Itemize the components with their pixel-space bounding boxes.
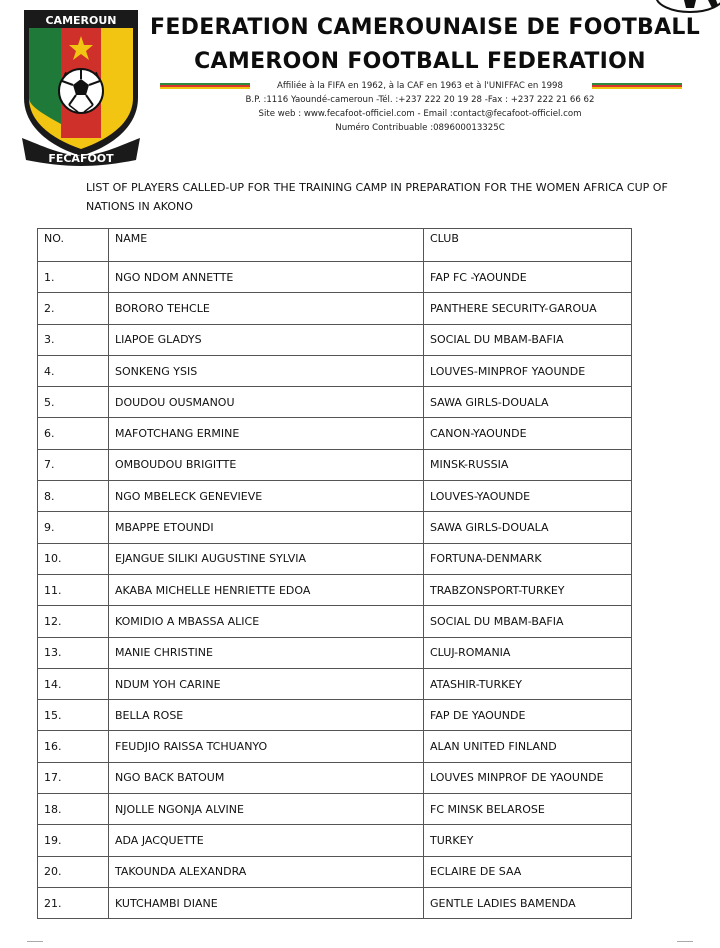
player-name: NGO NDOM ANNETTE	[109, 262, 424, 293]
player-name: MANIE CHRISTINE	[109, 637, 424, 668]
player-name: NJOLLE NGONJA ALVINE	[109, 794, 424, 825]
player-name: FEUDJIO RAISSA TCHUANYO	[109, 731, 424, 762]
table-row	[38, 825, 632, 856]
player-club: ECLAIRE DE SAA	[424, 856, 632, 887]
player-number: 18.	[38, 794, 109, 825]
federation-title-fr: FEDERATION CAMEROUNAISE DE FOOTBALL	[150, 15, 701, 40]
player-number: 1.	[38, 262, 109, 293]
player-name: OMBOUDOU BRIGITTE	[109, 449, 424, 480]
table-row	[38, 418, 632, 449]
table-row	[38, 794, 632, 825]
player-number: 10.	[38, 543, 109, 574]
table-row	[38, 481, 632, 512]
player-number: 14.	[38, 668, 109, 699]
table-row	[38, 700, 632, 731]
player-club: CLUJ-ROMANIA	[424, 637, 632, 668]
player-name: BELLA ROSE	[109, 700, 424, 731]
player-club: FC MINSK BELAROSE	[424, 794, 632, 825]
player-club: TRABZONSPORT-TURKEY	[424, 574, 632, 605]
player-name: SONKENG YSIS	[109, 355, 424, 386]
page-corner-mark	[27, 941, 43, 948]
player-number: 13.	[38, 637, 109, 668]
player-name: DOUDOU OUSMANOU	[109, 387, 424, 418]
player-number: 2.	[38, 293, 109, 324]
player-number: 9.	[38, 512, 109, 543]
fecafoot-logo	[18, 6, 144, 166]
address-line: B.P. :1116 Yaoundé-cameroun -Tél. :+237 222 20 19 28 -Fax : +237 222 21 66 62	[245, 95, 595, 105]
player-club: MINSK-RUSSIA	[424, 449, 632, 480]
player-number: 15.	[38, 700, 109, 731]
player-name: LIAPOE GLADYS	[109, 324, 424, 355]
column-header-number: NO.	[38, 229, 109, 262]
player-club: FORTUNA-DENMARK	[424, 543, 632, 574]
player-club: FAP DE YAOUNDE	[424, 700, 632, 731]
player-number: 21.	[38, 887, 109, 918]
web-email-line: Site web : www.fecafoot-officiel.com - Email :contact@fecafoot-officiel.com	[258, 109, 582, 119]
player-name: EJANGUE SILIKI AUGUSTINE SYLVIA	[109, 543, 424, 574]
player-number: 20.	[38, 856, 109, 887]
column-header-club: CLUB	[424, 229, 632, 262]
player-number: 19.	[38, 825, 109, 856]
table-row	[38, 637, 632, 668]
player-name: MAFOTCHANG ERMINE	[109, 418, 424, 449]
corner-football-icon	[650, 0, 720, 14]
player-number: 6.	[38, 418, 109, 449]
player-name: KUTCHAMBI DIANE	[109, 887, 424, 918]
player-name: BORORO TEHCLE	[109, 293, 424, 324]
player-name: NDUM YOH CARINE	[109, 668, 424, 699]
page-corner-mark	[677, 941, 693, 948]
players-table-body	[38, 262, 632, 919]
player-number: 4.	[38, 355, 109, 386]
table-row	[38, 543, 632, 574]
player-name: KOMIDIO A MBASSA ALICE	[109, 606, 424, 637]
document-heading: LIST OF PLAYERS CALLED-UP FOR THE TRAINING CAMP IN PREPARATION FOR THE WOMEN AFRICA CUP OF NATIONS IN AKONO	[86, 181, 668, 213]
player-name: ADA JACQUETTE	[109, 825, 424, 856]
player-club: SAWA GIRLS-DOUALA	[424, 512, 632, 543]
player-club: GENTLE LADIES BAMENDA	[424, 887, 632, 918]
taxpayer-number-line: Numéro Contribuable :089600013325C	[335, 123, 505, 133]
player-number: 3.	[38, 324, 109, 355]
logo-top-text: CAMEROUN	[45, 14, 117, 27]
player-number: 17.	[38, 762, 109, 793]
table-row	[38, 762, 632, 793]
player-name: NGO BACK BATOUM	[109, 762, 424, 793]
player-club: LOUVES MINPROF DE YAOUNDE	[424, 762, 632, 793]
table-row	[38, 606, 632, 637]
player-club: FAP FC -YAOUNDE	[424, 262, 632, 293]
player-club: LOUVES-YAOUNDE	[424, 481, 632, 512]
table-row	[38, 355, 632, 386]
player-number: 16.	[38, 731, 109, 762]
table-row	[38, 387, 632, 418]
player-number: 12.	[38, 606, 109, 637]
player-name: AKABA MICHELLE HENRIETTE EDOA	[109, 574, 424, 605]
player-club: SOCIAL DU MBAM-BAFIA	[424, 324, 632, 355]
players-table	[37, 228, 632, 919]
table-row	[38, 324, 632, 355]
table-row	[38, 512, 632, 543]
player-name: NGO MBELECK GENEVIEVE	[109, 481, 424, 512]
table-row	[38, 574, 632, 605]
player-name: TAKOUNDA ALEXANDRA	[109, 856, 424, 887]
table-row	[38, 449, 632, 480]
player-number: 8.	[38, 481, 109, 512]
player-club: SAWA GIRLS-DOUALA	[424, 387, 632, 418]
logo-ribbon-text: FECAFOOT	[48, 152, 114, 165]
affiliation-line: Affiliée à la FIFA en 1962, à la CAF en 1963 et à l'UNIFFAC en 1998	[277, 81, 563, 91]
player-club: LOUVES-MINPROF YAOUNDE	[424, 355, 632, 386]
player-club: PANTHERE SECURITY-GAROUA	[424, 293, 632, 324]
federation-title-en: CAMEROON FOOTBALL FEDERATION	[194, 49, 646, 74]
player-club: SOCIAL DU MBAM-BAFIA	[424, 606, 632, 637]
table-header-row	[38, 229, 632, 262]
player-name: MBAPPE ETOUNDI	[109, 512, 424, 543]
table-row	[38, 731, 632, 762]
player-club: ATASHIR-TURKEY	[424, 668, 632, 699]
player-number: 7.	[38, 449, 109, 480]
player-number: 11.	[38, 574, 109, 605]
table-row	[38, 293, 632, 324]
player-number: 5.	[38, 387, 109, 418]
column-header-name: NAME	[109, 229, 424, 262]
table-row	[38, 668, 632, 699]
player-club: CANON-YAOUNDE	[424, 418, 632, 449]
table-row	[38, 887, 632, 918]
player-club: ALAN UNITED FINLAND	[424, 731, 632, 762]
table-row	[38, 856, 632, 887]
player-club: TURKEY	[424, 825, 632, 856]
table-row	[38, 262, 632, 293]
